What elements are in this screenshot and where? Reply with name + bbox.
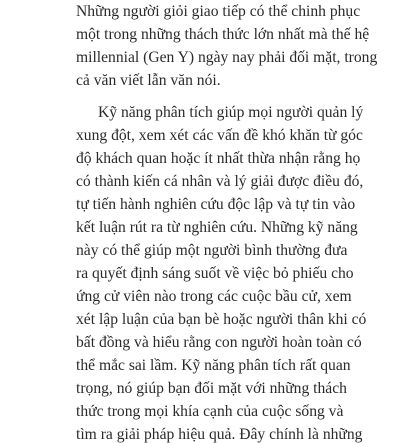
text-line: millennial (Gen Y) ngày nay phải đối mặt, trong — [76, 49, 378, 66]
text-line: Kỹ năng phân tích giúp mọi người quản lý — [98, 104, 364, 121]
text-line: tìm ra giải pháp hiệu quả. Đây chính là những — [76, 426, 363, 443]
text-line: tự tiến hành nghiên cứu độc lập và tự tin vào — [76, 196, 356, 213]
text-line: một trong những thách thức lớn nhất mà thế hệ — [76, 26, 370, 43]
text-line: Những người giỏi giao tiếp có thể chinh phục — [76, 3, 361, 20]
text-line: xét lập luận của bạn bè hoặc người thân khi có — [76, 311, 367, 328]
text-line: xung đột, xem xét các vấn đề khó khăn từ góc — [76, 127, 363, 144]
text-line: thức trong mọi khía cạnh của cuộc sống và — [76, 403, 344, 420]
text-line: có thành kiến cá nhân và lý giải được điều đó, — [76, 173, 364, 190]
text-line: trọng, nó giúp bạn đối mặt với những thách — [76, 380, 347, 397]
text-line: thể mắc sai lầm. Kỹ năng phân tích rất quan — [76, 357, 351, 374]
text-line: ra quyết định sáng suốt về việc bỏ phiếu cho — [76, 265, 354, 282]
text-line: ứng cử viên nào trong các cuộc bầu cử, xem — [76, 288, 352, 305]
text-line: độ khách quan hoặc ít nhất thừa nhận rằng họ — [76, 150, 361, 167]
text-line: kết luận rút ra từ nghiên cứu. Những kỹ năng — [76, 219, 358, 236]
text-line: bất đồng và hiểu rằng con người hoàn toàn có — [76, 334, 362, 351]
text-line: này có thể giúp một người bình thường đưa — [76, 242, 348, 259]
text-line: cả văn viết lẫn văn nói. — [76, 72, 221, 89]
